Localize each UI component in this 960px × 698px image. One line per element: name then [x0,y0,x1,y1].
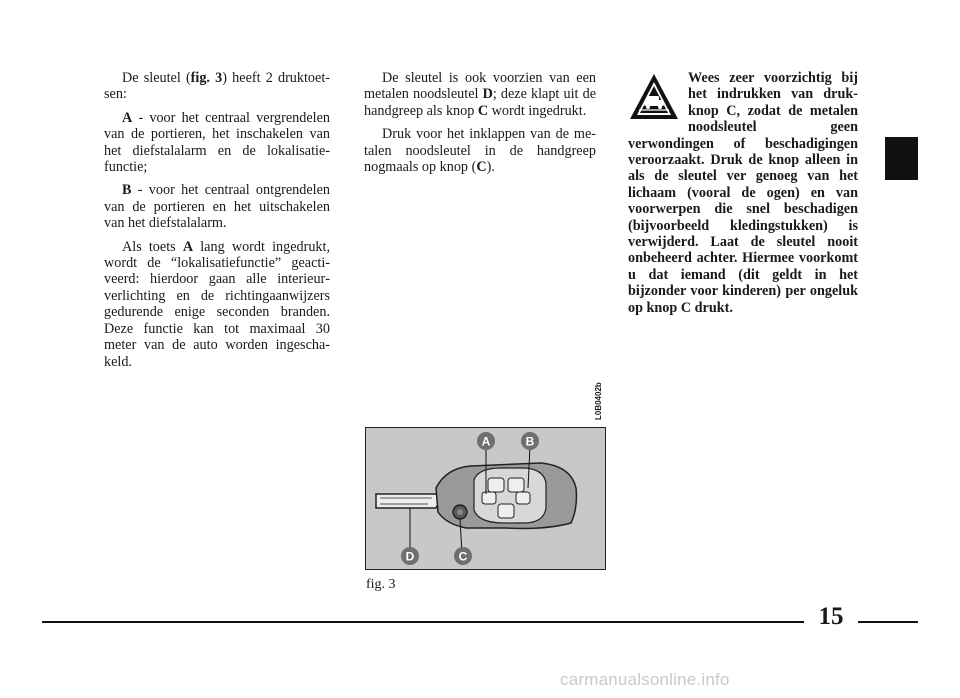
warning-column [628,70,858,323]
left-column [104,70,330,377]
callout-b [521,432,539,450]
callout-a [477,432,495,450]
footer-rule-left [42,621,804,623]
svg-text:C: C [458,549,468,564]
button-a-paragraph: A - voor het centraal vergrendelen van de portieren, het inschakelen van het diefstalalarm en de lokalisatiefunctie; [104,109,330,176]
key-intro-paragraph: De sleutel (fig. 3) heeft 2 druktoetsen: [104,70,330,103]
figure-code: L0B0402b [594,382,603,420]
figure-caption: fig. 3 [366,577,396,592]
warning-triangle-icon [628,72,680,122]
callout-d [401,547,419,565]
emergency-key-paragraph: De sleutel is ook voorzien van een metalen noodsleutel D; deze klapt uit de handgreep als knop C wordt ingedrukt. [364,70,596,119]
button-b-paragraph: B - voor het centraal ontgrendelen van de portieren en het uitschakelen van het diefstalalarm. [104,182,330,232]
svg-text:D: D [405,549,415,564]
watermark-text: carmanualsonline.info [560,670,730,689]
locator-function-paragraph: Als toets A lang wordt ingedrukt, wordt de “lokalisatiefunctie” geactiveerd: hierdoor gaan alle interieurverlichting en de richtingaanwijzers gedurende enige seconden branden. Deze functie kan tot maximaal 30 meter van de auto worden ingeschakeld. [104,238,330,370]
page-number: 15 [818,603,844,630]
key-figure [365,427,606,570]
svg-text:A: A [481,434,491,449]
fold-key-paragraph: Druk voor het inklappen van de metalen noodsleutel in de handgreep nogmaals op knop (C). [364,126,596,176]
svg-text:B: B [525,434,535,449]
warning-text: Wees zeer voorzichtig bij het indrukken van drukknop C, zodat de metalen noodsleutel geen verwondingen of beschadigingen veroorzaakt. Druk de knop alleen in als de sleutel ver genoeg van het lichaam (vooral de ogen) en van voorwerpen die snel beschadigen (bijvoorbeeld kledingstukken) is verwijderd. Laat de sleutel nooit onbeheerd achter. Hiermee voorkomt u dat iemand (dit geldt in het bijzonder voor kinderen) per ongeluk op knop C drukt. [628,70,858,316]
section-tab-marker [885,137,918,180]
footer-rule-right [858,621,918,623]
callout-c [454,547,472,565]
middle-column [364,70,596,182]
